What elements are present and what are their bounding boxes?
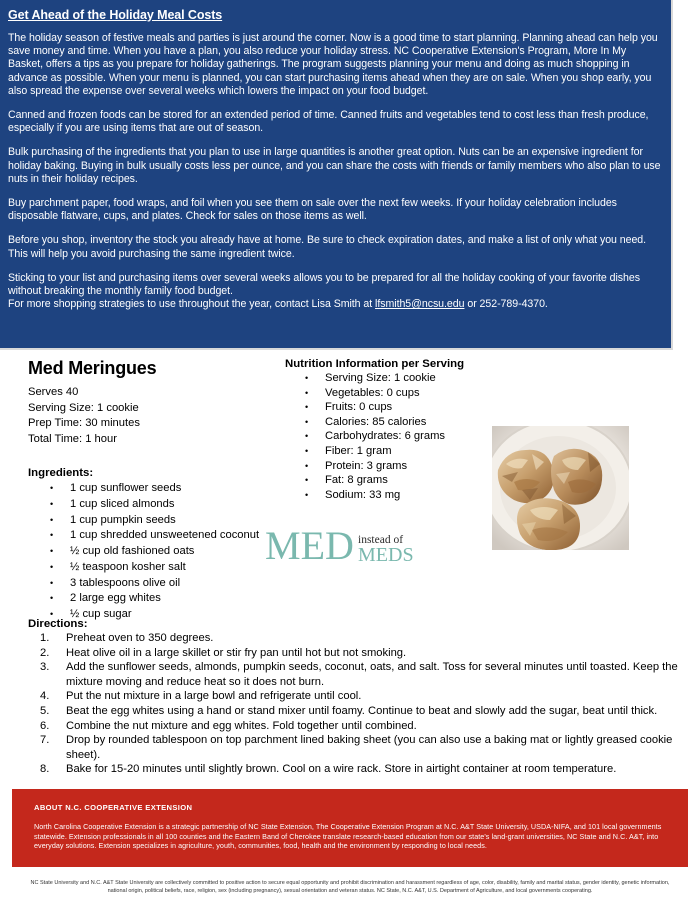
list-item: • Vegetables: 0 cups bbox=[285, 386, 485, 401]
nutrition-list bbox=[285, 371, 485, 502]
list-item: • Serving Size: 1 cookie bbox=[285, 371, 485, 386]
list-item: Drop by rounded tablespoon on top parchment lined baking sheet (you can also use a baking mat or lightly greased cookie sheet). bbox=[66, 734, 673, 761]
article-title: Get Ahead of the Holiday Meal Costs bbox=[8, 8, 223, 22]
list-item: Preheat oven to 350 degrees. bbox=[66, 632, 214, 644]
recipe-title: Med Meringues bbox=[28, 358, 157, 378]
list-item: • Fat: 8 grams bbox=[285, 473, 485, 488]
nutrition-panel bbox=[285, 358, 485, 502]
footer-body-text: North Carolina Cooperative Extension is a strategic partnership of NC State Extension, The Cooperative Extension Program at N.C. A&T State University, USDA-NIFA, and 101 local governments statewide. Extension professionals in all 100 counties and the Eastern Band of Cherokee translate research-based education from our state's land-grant universities, NC State and N.C. A&T, into everyday solutions. Extension specializes in agriculture, youth, communities, food, health and the environment by responding to local needs. bbox=[34, 822, 662, 851]
list-item: Combine the nut mixture and egg whites. Fold together until combined. bbox=[66, 719, 417, 732]
nutrition-heading: Nutrition Information per Serving bbox=[285, 358, 465, 370]
article-paragraph-5: Before you shop, inventory the stock you already have at home. Be sure to check expiration dates, and make a list of only what you need. This will help you avoid purchasing the same ingredient twice. bbox=[8, 234, 647, 260]
recipe-prep-time: Prep Time: 30 minutes bbox=[28, 417, 140, 430]
footer-heading: ABOUT N.C. COOPERATIVE EXTENSION bbox=[34, 803, 193, 812]
recipe-section bbox=[0, 352, 700, 784]
directions-heading: Directions: bbox=[28, 618, 88, 630]
list-item: • Fiber: 1 gram bbox=[285, 444, 485, 459]
list-item: Heat olive oil in a large skillet or stir fry pan until hot but not smoking. bbox=[66, 646, 407, 659]
list-item: • 2 large egg whites bbox=[28, 591, 328, 607]
cookies-photo-illustration bbox=[492, 426, 629, 550]
list-item: • Calories: 85 calories bbox=[285, 415, 485, 430]
list-item: Bake for 15-20 minutes until slightly brown. Cool on a wire rack. Store in airtight container at room temperature. bbox=[66, 763, 617, 776]
article-paragraph-3: Bulk purchasing of the ingredients that you plan to use in large quantities is another great option. Nuts can be an expensive ingredient for holiday baking. Buying in bulk usually costs less per ounce, and you can share the costs with friends or family members who also plan to use nuts in their holiday recipes. bbox=[8, 146, 661, 185]
list-item: • Carbohydrates: 6 grams bbox=[285, 429, 485, 444]
list-item: • ½ cup old fashioned oats bbox=[28, 544, 328, 560]
recipe-total-time: Total Time: 1 hour bbox=[28, 432, 117, 445]
logo-meds-text: MEDS bbox=[358, 544, 414, 566]
contact-suffix-text: or 252-789-4370. bbox=[464, 298, 548, 311]
list-item: • ½ cup sugar bbox=[28, 607, 328, 623]
list-item: • Sodium: 33 mg bbox=[285, 488, 485, 503]
recipe-serving-size: Serving Size: 1 cookie bbox=[28, 401, 139, 414]
article-panel bbox=[0, 0, 673, 350]
list-item: • Protein: 3 grams bbox=[285, 459, 485, 474]
list-item: Put the nut mixture in a large bowl and refrigerate until cool. bbox=[66, 690, 362, 703]
logo-main-text: MED bbox=[265, 523, 354, 568]
list-item: • ½ teaspoon kosher salt bbox=[28, 560, 328, 576]
article-paragraph-1: The holiday season of festive meals and parties is just around the corner. Now is a good time to start planning. Planning ahead can help you save money and time. When you have a plan, you also reduce your holiday stress. NC Cooperative Extension's Program, More In My Basket, offers a tips as you prepare for holiday gatherings. The program suggests planning your menu and doing as much shopping in advance as possible. When your menu is planned, you can start purchasing items ahead when they are on sale. When you shop early, you also spread the expense over several weeks which lowers the impact on your food budget. bbox=[8, 32, 658, 97]
article-contact-line bbox=[8, 298, 663, 311]
list-item: • 1 cup sliced almonds bbox=[28, 497, 328, 513]
list-item: • 1 cup sunflower seeds bbox=[28, 481, 328, 497]
list-item: • Fruits: 0 cups bbox=[285, 400, 485, 415]
about-extension-footer bbox=[12, 789, 688, 867]
recipe-serves: Serves 40 bbox=[28, 386, 79, 398]
list-item: Add the sunflower seeds, almonds, pumpkin seeds, coconut, oats, and salt. Toss for several minutes until toasted. Keep the mixture moving and reduce heat so it does not burn. bbox=[66, 661, 678, 688]
list-item: • 1 cup shredded unsweetened coconut bbox=[28, 528, 328, 544]
logo-instead-of-text: instead of bbox=[358, 534, 404, 546]
recipe-left-column bbox=[28, 352, 328, 623]
list-item: • 1 cup pumpkin seeds bbox=[28, 513, 328, 529]
contact-prefix-text: For more shopping strategies to use throughout the year, contact Lisa Smith at bbox=[8, 298, 376, 311]
med-instead-of-meds-logo bbox=[265, 523, 445, 574]
list-item: • 3 tablespoons olive oil bbox=[28, 576, 328, 592]
nondiscrimination-statement: NC State University and N.C. A&T State University are collectively committed to positive action to secure equal opportunity and prohibit discrimination and harassment regardless of age, color, disability, family and marital status, gender identity, genetic information, national origin, political beliefs, race, religion, sex (including pregnancy), sexual orientation and veteran status. NC State, N.C. A&T, U.S. Department of Agriculture, and local governments cooperating. bbox=[30, 880, 670, 894]
contact-email-link[interactable]: lfsmith5@ncsu.edu bbox=[375, 298, 465, 311]
directions-list bbox=[28, 631, 680, 777]
directions-block bbox=[28, 618, 680, 777]
ingredients-heading: Ingredients: bbox=[28, 467, 94, 480]
article-paragraph-4: Buy parchment paper, food wraps, and foil when you see them on sale over the next few weeks. If your holiday celebration includes disposable flatware, cups, and plates. Check for sales on those items as well. bbox=[8, 197, 617, 223]
article-paragraph-6: Sticking to your list and purchasing items over several weeks allows you to be prepared for all the holiday cooking of your favorite dishes without breaking the monthly family food budget. bbox=[8, 271, 640, 298]
list-item: Beat the egg whites using a hand or stand mixer until foamy. Continue to beat and slowly add the sugar, beat until thick. bbox=[66, 704, 658, 717]
recipe-photo bbox=[492, 426, 629, 550]
article-paragraph-2: Canned and frozen foods can be stored for an extended period of time. Canned fruits and vegetables tend to cost less than fresh produce, especially if you are using items that are out of season. bbox=[8, 109, 649, 135]
